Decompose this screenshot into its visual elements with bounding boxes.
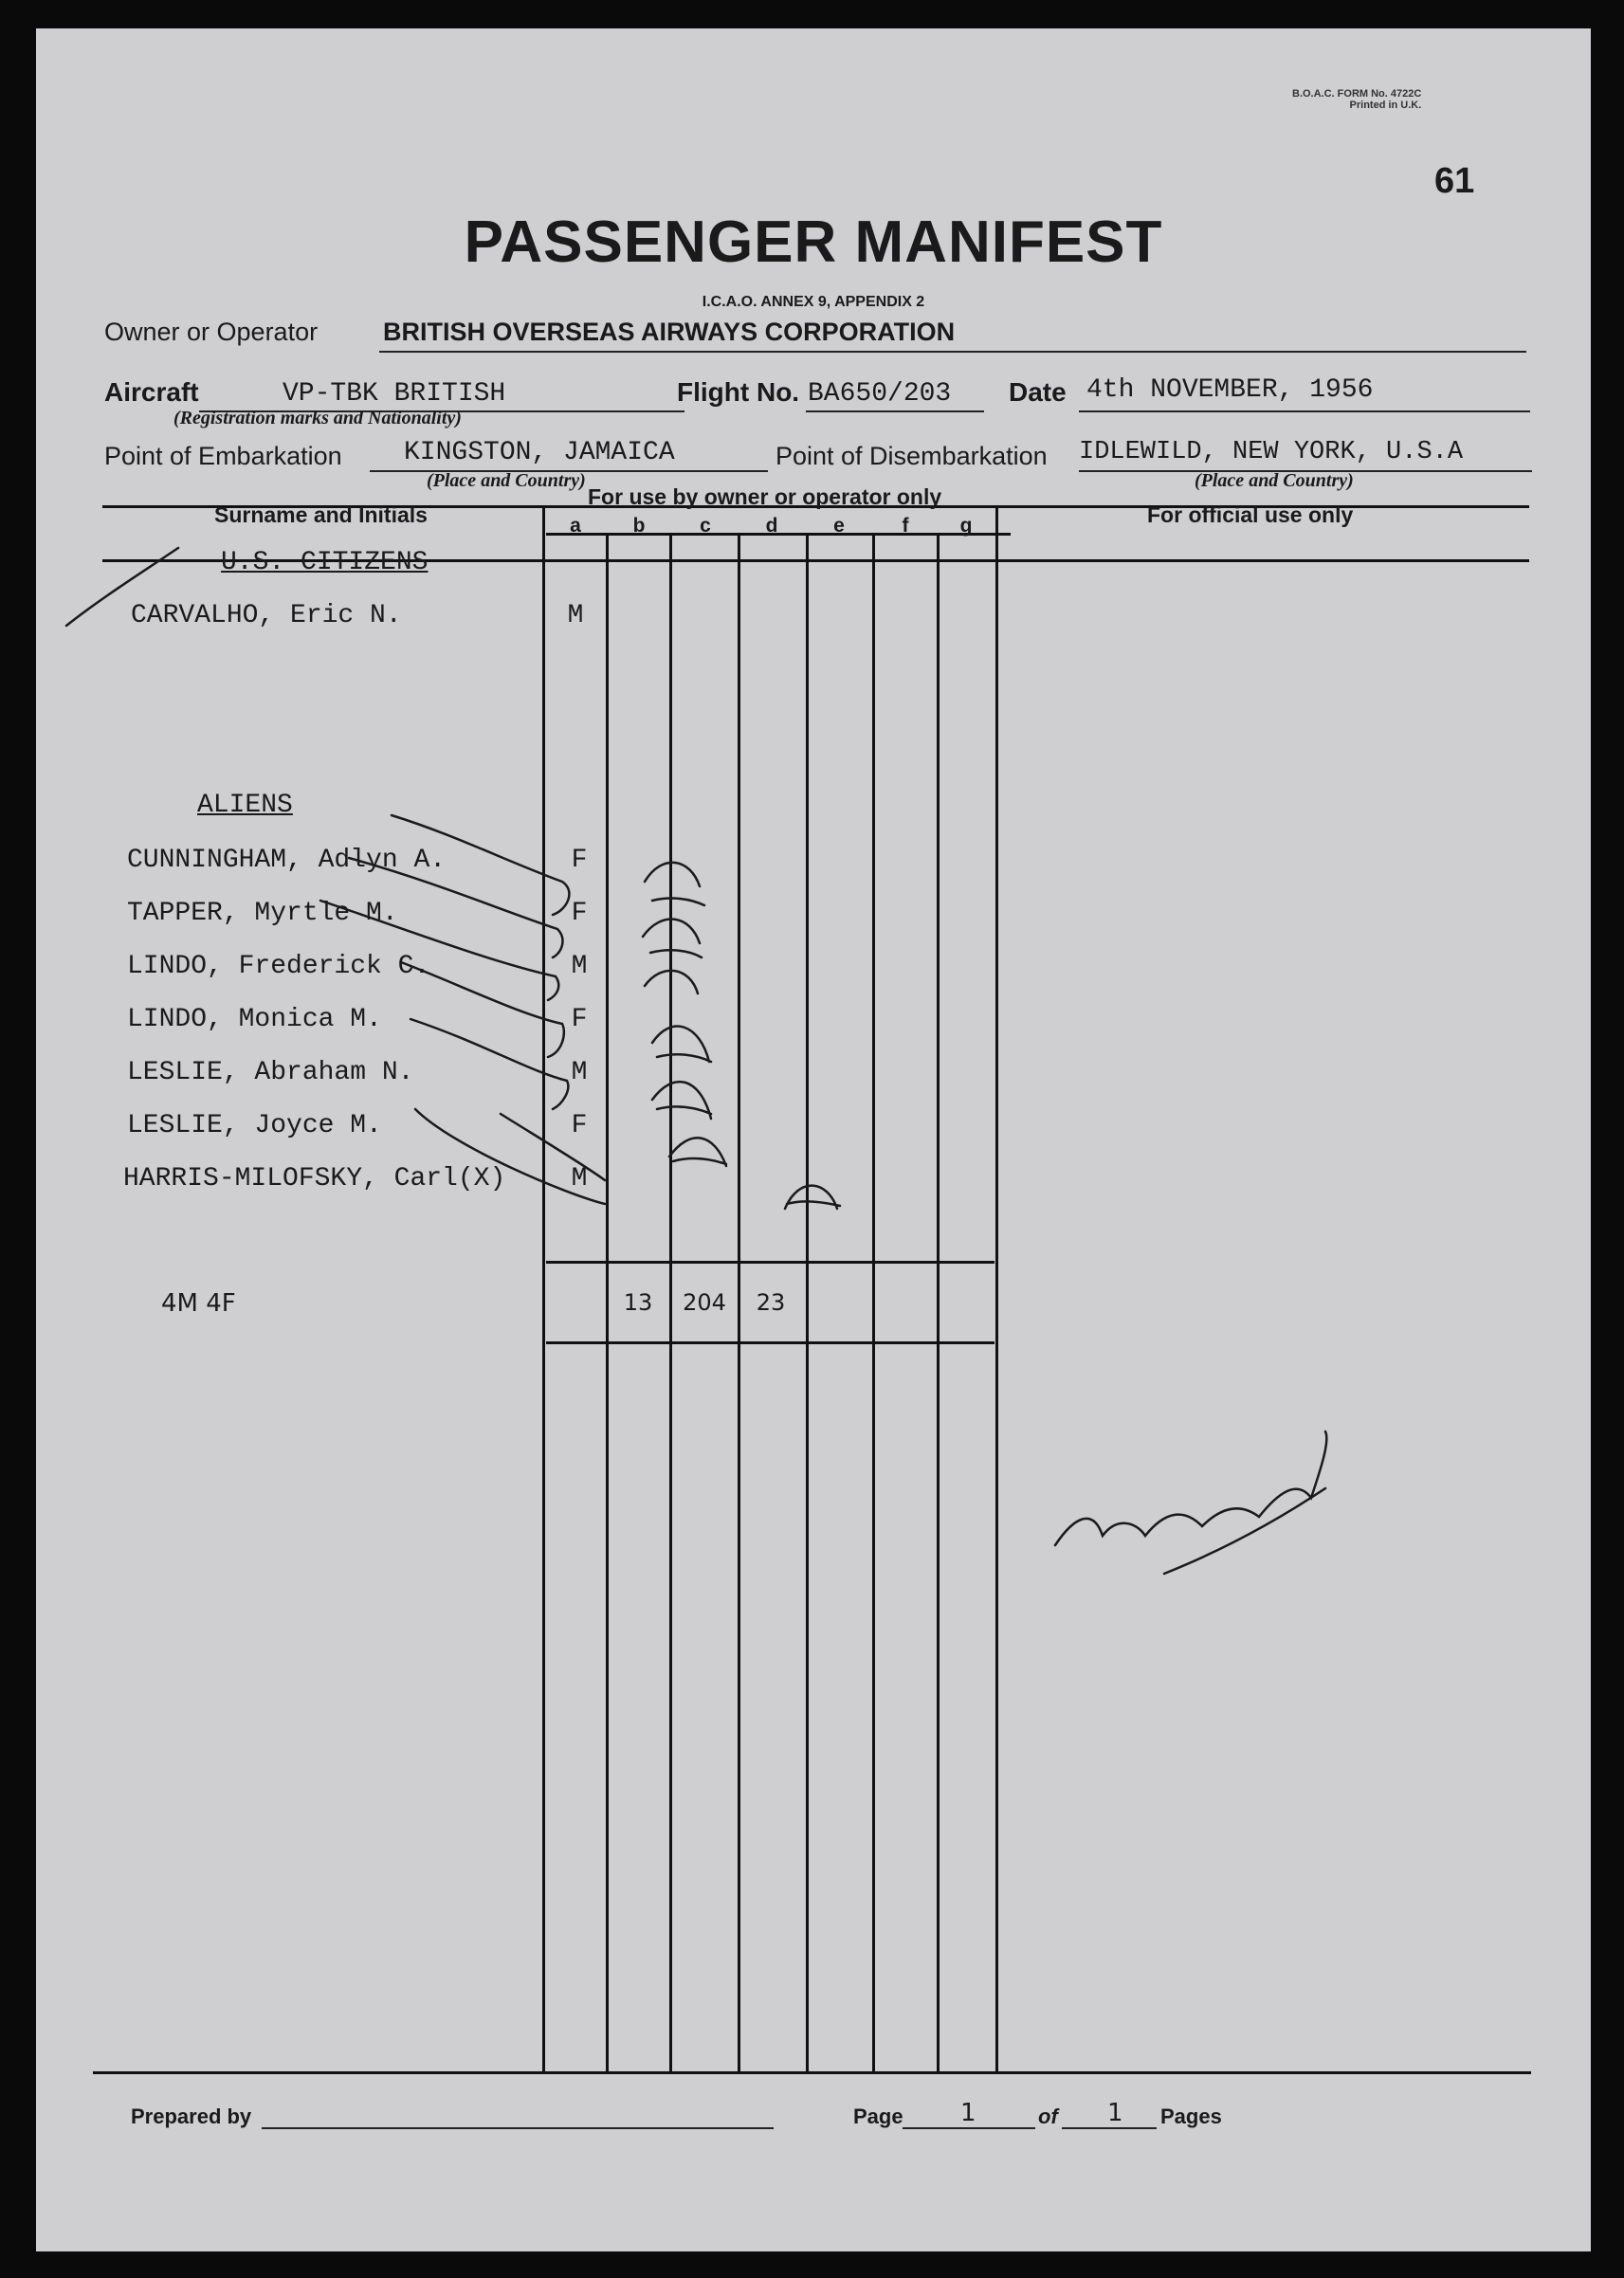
passenger-sex: F <box>571 1005 588 1034</box>
passenger-name: LESLIE, Abraham N. <box>127 1058 414 1087</box>
bracket-mark <box>415 1109 605 1204</box>
form-code-text: B.O.A.C. FORM No. 4722C <box>1292 88 1422 100</box>
passenger-name: LINDO, Monica M. <box>127 1005 382 1034</box>
signature-underline <box>1164 1488 1325 1574</box>
aircraft-value: VP-TBK BRITISH <box>283 379 506 409</box>
disembarkation-note: (Place and Country) <box>1195 470 1354 491</box>
passenger-name: HARRIS-MILOFSKY, Carl(X) <box>123 1164 506 1194</box>
official-signature <box>1055 1431 1326 1545</box>
page-label: Page <box>853 2105 903 2128</box>
passenger-sex: M <box>571 1058 588 1087</box>
bracket-mark <box>401 962 564 1057</box>
passenger-name: CUNNINGHAM, Adlyn A. <box>127 846 447 875</box>
alien-mark <box>785 1186 840 1209</box>
passenger-sex: M <box>567 601 584 630</box>
flight-label: Flight No. <box>677 377 800 407</box>
alien-mark <box>645 863 704 905</box>
passenger-sex: F <box>571 1111 588 1140</box>
pages-underline <box>1062 2127 1157 2129</box>
owner-value: BRITISH OVERSEAS AIRWAYS CORPORATION <box>383 318 956 346</box>
alien-mark <box>669 1138 726 1166</box>
owner-label: Owner or Operator <box>104 318 319 346</box>
col-e-header: e <box>833 515 845 537</box>
page-number: 61 <box>1434 161 1475 201</box>
bracket-mark <box>392 815 569 915</box>
col-c-header: c <box>700 515 711 537</box>
section-title-aliens: ALIENS <box>197 791 293 820</box>
handwritten-marks <box>36 28 1591 2251</box>
total-col-c: 204 <box>683 1289 726 1316</box>
embarkation-value: KINGSTON, JAMAICA <box>404 438 675 467</box>
manifest-document <box>36 28 1591 2251</box>
passenger-sex: M <box>571 952 588 981</box>
document-title: PASSENGER MANIFEST <box>464 210 1163 275</box>
embarkation-label: Point of Embarkation <box>104 442 342 470</box>
flight-value: BA650/203 <box>808 379 952 409</box>
col-g-header: g <box>959 515 973 537</box>
pages-value: 1 <box>1107 2099 1123 2127</box>
alien-mark <box>645 971 698 993</box>
totals-summary: 4M 4F <box>161 1289 236 1318</box>
date-label: Date <box>1009 377 1067 407</box>
passenger-name: CARVALHO, Eric N. <box>131 601 402 630</box>
page-underline <box>903 2127 1035 2129</box>
page-value: 1 <box>960 2099 976 2127</box>
col-d-header: d <box>765 515 778 537</box>
passenger-name: TAPPER, Myrtle M. <box>127 899 398 928</box>
document-subtitle: I.C.A.O. ANNEX 9, APPENDIX 2 <box>702 294 925 310</box>
printed-in-text: Printed in U.K. <box>1349 100 1422 111</box>
owner-header: For use by owner or operator only <box>588 484 942 509</box>
prepared-by-underline <box>262 2127 774 2129</box>
date-value: 4th NOVEMBER, 1956 <box>1086 375 1374 405</box>
bracket-mark <box>320 901 558 1000</box>
alien-mark <box>652 1082 711 1119</box>
surname-header: Surname and Initials <box>214 502 428 527</box>
col-b-header: b <box>632 515 646 537</box>
alien-mark <box>652 1027 711 1062</box>
bracket-mark <box>411 1019 568 1109</box>
passenger-name: LINDO, Frederick C. <box>127 952 430 981</box>
col-f-header: f <box>902 515 909 537</box>
passenger-sex: F <box>571 899 588 928</box>
alien-mark <box>643 920 702 957</box>
aircraft-note: (Registration marks and Nationality) <box>173 408 462 428</box>
passenger-name: LESLIE, Joyce M. <box>127 1111 382 1140</box>
bracket-mark <box>349 858 562 957</box>
disembarkation-value: IDLEWILD, NEW YORK, U.S.A <box>1079 438 1464 466</box>
passenger-sex: M <box>571 1164 588 1194</box>
of-label: of <box>1038 2105 1058 2128</box>
pages-label: Pages <box>1160 2105 1222 2128</box>
disembarkation-label: Point of Disembarkation <box>776 442 1048 470</box>
check-mark <box>66 548 178 626</box>
embarkation-note: (Place and Country) <box>427 470 586 491</box>
aircraft-label: Aircraft <box>104 377 199 407</box>
col-a-header: a <box>570 515 581 537</box>
total-col-b: 13 <box>623 1289 653 1316</box>
passenger-sex: F <box>571 846 588 875</box>
section-title-us-citizens: U.S. CITIZENS <box>221 548 429 577</box>
official-header: For official use only <box>1147 502 1354 527</box>
prepared-by-label: Prepared by <box>131 2105 252 2128</box>
total-col-d: 23 <box>756 1289 786 1316</box>
